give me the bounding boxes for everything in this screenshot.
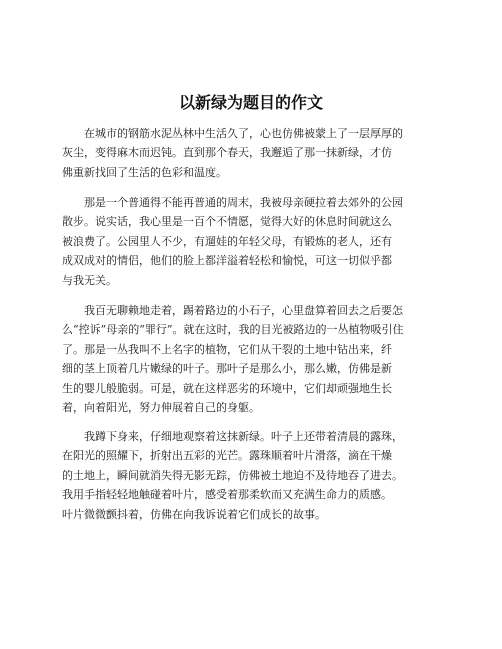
paragraph-line: 佛重新找回了生活的色彩和温度。 bbox=[62, 165, 227, 179]
paragraph-1 bbox=[62, 124, 462, 182]
paragraph-line: 叶片微微颤抖着，仿佛在向我诉说着它们成长的故事。 bbox=[62, 507, 326, 521]
paragraph-line: 生的婴儿般脆弱。可是，就在这样恶劣的环境中，它们却顽强地生长 bbox=[62, 381, 392, 395]
paragraph-line: 细的茎上顶着几片嫩绿的叶子。那叶子是那么小，那么嫩，仿佛是新 bbox=[62, 362, 392, 376]
paragraph-line: 的土地上，瞬间就消失得无影无踪，仿佛被土地迫不及待地吞了进去。 bbox=[62, 468, 403, 482]
paragraph-line: 在城市的钢筋水泥丛林中生活久了，心也仿佛被蒙上了一层厚厚的 bbox=[84, 127, 403, 140]
paragraph-line: 成双成对的情侣，他们的脸上都洋溢着轻松和愉悦，可这一切似乎都 bbox=[62, 254, 392, 268]
paragraph-line: 与我无关。 bbox=[62, 273, 117, 287]
paragraph-line: 在阳光的照耀下，折射出五彩的光芒。露珠顺着叶片滑落，滴在干燥 bbox=[62, 449, 392, 463]
paragraph-line: 我蹲下身来，仔细地观察着这抹新绿。叶子上还带着清晨的露珠， bbox=[84, 430, 403, 443]
paragraph-line: 我百无聊赖地走着，踢着路边的小石子，心里盘算着回去之后要怎 bbox=[84, 304, 403, 317]
paragraph-2 bbox=[62, 193, 462, 290]
paragraph-4 bbox=[62, 427, 462, 524]
paragraph-line: 那是一个普通得不能再普通的周末，我被母亲硬拉着去郊外的公园 bbox=[84, 196, 403, 209]
paragraph-line: 散步。说实话，我心里是一百个不情愿，觉得大好的休息时间就这么 bbox=[62, 215, 392, 229]
paragraph-3 bbox=[62, 301, 462, 417]
paragraph-line: 被浪费了。公园里人不少，有遛娃的年轻父母，有锻炼的老人，还有 bbox=[62, 234, 392, 248]
paragraph-line: 我用手指轻轻地触碰着叶片，感受着那柔软而又充满生命力的质感。 bbox=[62, 488, 392, 502]
paragraph-line: 了。那是一丛我叫不上名字的植物，它们从干裂的土地中钻出来，纤 bbox=[62, 342, 392, 356]
paragraph-line: 灰尘，变得麻木而迟钝。直到那个春天，我邂逅了那一抹新绿，才仿 bbox=[62, 146, 392, 160]
document-title: 以新绿为题目的作文 bbox=[178, 93, 323, 112]
paragraph-line: 着，向着阳光，努力伸展着自己的身躯。 bbox=[62, 401, 260, 415]
paragraph-line: 么“控诉”母亲的“罪行”。就在这时，我的目光被路边的一丛植物吸引住 bbox=[62, 323, 404, 337]
